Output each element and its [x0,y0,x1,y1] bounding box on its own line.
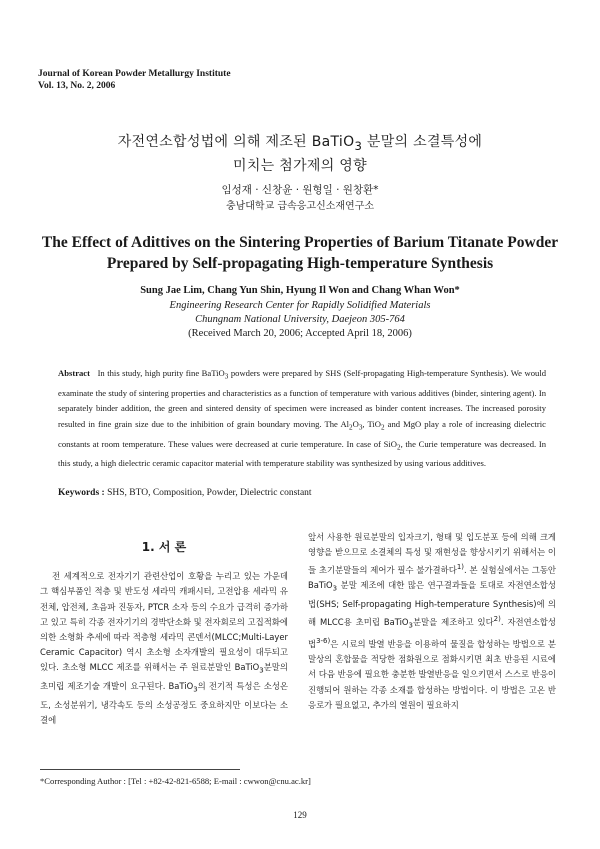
keywords [58,488,546,498]
journal-volume: Vol. 13, No. 2, 2006 [38,81,116,91]
korean-title-line2: 미치는 첨가제의 영향 [233,157,367,174]
korean-title-line1: 자전연소합성법에 의해 제조된 BaTiO$_3$ 분말의 소결특성에 [117,134,483,153]
english-title-line1: The Effect of Adittives on the Sintering Properties of Barium Titanate Powder [41,234,559,251]
english-authors: Sung Jae Lim, Chang Yun Shin, Hyung Il Won and Chang Whan Won* [140,285,460,296]
intro-paragraph: 전 세계적으로 전자기기 관련산업이 호황을 누리고 있는 가운데 그 핵심부품인 적층 및 반도성 세라믹 캐패시터, 고전압용 세라믹 유전체, 압전체, 초음파 진동자, PTCR 소자 등의 수요가 급격히 증가하고 있고 특히 각종 전자기기의 경박단소화 및 전자회로의 고집적화에 의한 소형화 추세에 따라 적층형 세라믹 콘덴서(MLCC;Multi-Layer Ceramic Capacitor) 역시 초소형 소자개발의 필요성이 대두되고 있다. 초소형 MLCC 제조를 위해서는 주 원료분말인 BaTiO$_3$분말의 초미립 제조기술 개발이 요구된다. BaTiO$_3$의 전기적 특성은 소성온도, 소성분위기, 냉각속도 등의 소성공정도 중요하지만 이보다는 소결에 [40,571,288,726]
korean-title [0,132,600,176]
english-affiliation [0,299,600,341]
abstract: Abstract In this study, high purity fine BaTiO$_3$ powders were prepared by SHS (Self-propagating High-temperature Synthesis). We would examinate the study of sintering properties and characteristics as a function of temperature with various additives (binder, sintering agent). In separately binder addition, the green and sintered density of specimen were increased as binder content increases. The increased porosity resulted in fine grain size due to the inhibition of grain boundary moving. The $Al_2O_3$, TiO$_2$ and MgO play a role of increasing dielectric constants at room temperature. These values were decreased at curie temperature. In case of SiO$_2$, the Curie temperature was decreased. In this study, a high dielectric ceramic capacitor material with temperature stability was synthesized by using various additives. [58,368,547,469]
journal-header [38,68,231,92]
affiliation-line2: Chungnam National University, Daejeon 305-764 [195,314,405,325]
corresponding-author-footnote: *Corresponding Author : [Tel : +82-42-821-6588; E-mail : cwwon@cnu.ac.kr] [40,776,311,786]
page-number: 129 [293,810,307,820]
korean-authors: 임성재 · 신창윤 · 원형일 · 원창환* [221,184,379,196]
affiliation-line1: Engineering Research Center for Rapidly Solidified Materials [169,300,431,311]
abstract-label: Abstract [58,368,90,378]
body-column-right [308,530,556,713]
received-dates: (Received March 20, 2006; Accepted April 18, 2006) [188,328,412,339]
section-heading: 1. 서 론 [141,540,187,554]
body-column-left [40,532,288,729]
english-title [0,232,600,274]
english-title-line2: Prepared by Self-propagating High-temperature Synthesis [106,255,494,272]
journal-name: Journal of Korean Powder Metallurgy Institute [38,69,231,79]
intro-paragraph-continued: 앞서 사용한 원료분말의 입자크기, 형태 및 입도분포 등에 의해 크게 영향을 받으므로 소결체의 특성 및 재현성을 향상시키기 위해서는 이들 초기분말들의 제어가 필수 불가결하다$^{1)}$. 본 실험실에서는 그동안 BaTiO$_3$ 분말 제조에 대한 많은 연구결과들을 토대로 자전연소합성법(SHS; Self-propagating High-temperature Synthesis)에 의해 MLCC용 초미립 BaTiO$_3$분말을 제조하고 있다$^{2)}$. 자전연소합성법$^{3-6)}$은 시료의 발열 반응을 이용하여 물질을 합성하는 방법으로 분말상의 혼합물을 적당한 점화원으로 점화시키면 최초 반응된 시료에서 다음 반응에 필요한 충분한 발열반응을 일으키면서 스스로 반응이 진행되어 원하는 각종 소재를 합성하는 방법이다. 이 방법은 고온 반응로가 필요없고, 추가의 열원이 필요하지 [308,532,556,710]
keywords-text: SHS, BTO, Composition, Powder, Dielectric constant [107,488,312,498]
keywords-label: Keywords : [58,488,108,498]
korean-affiliation: 충남대학교 급속응고신소재연구소 [225,201,375,212]
footnote-divider [40,769,240,770]
